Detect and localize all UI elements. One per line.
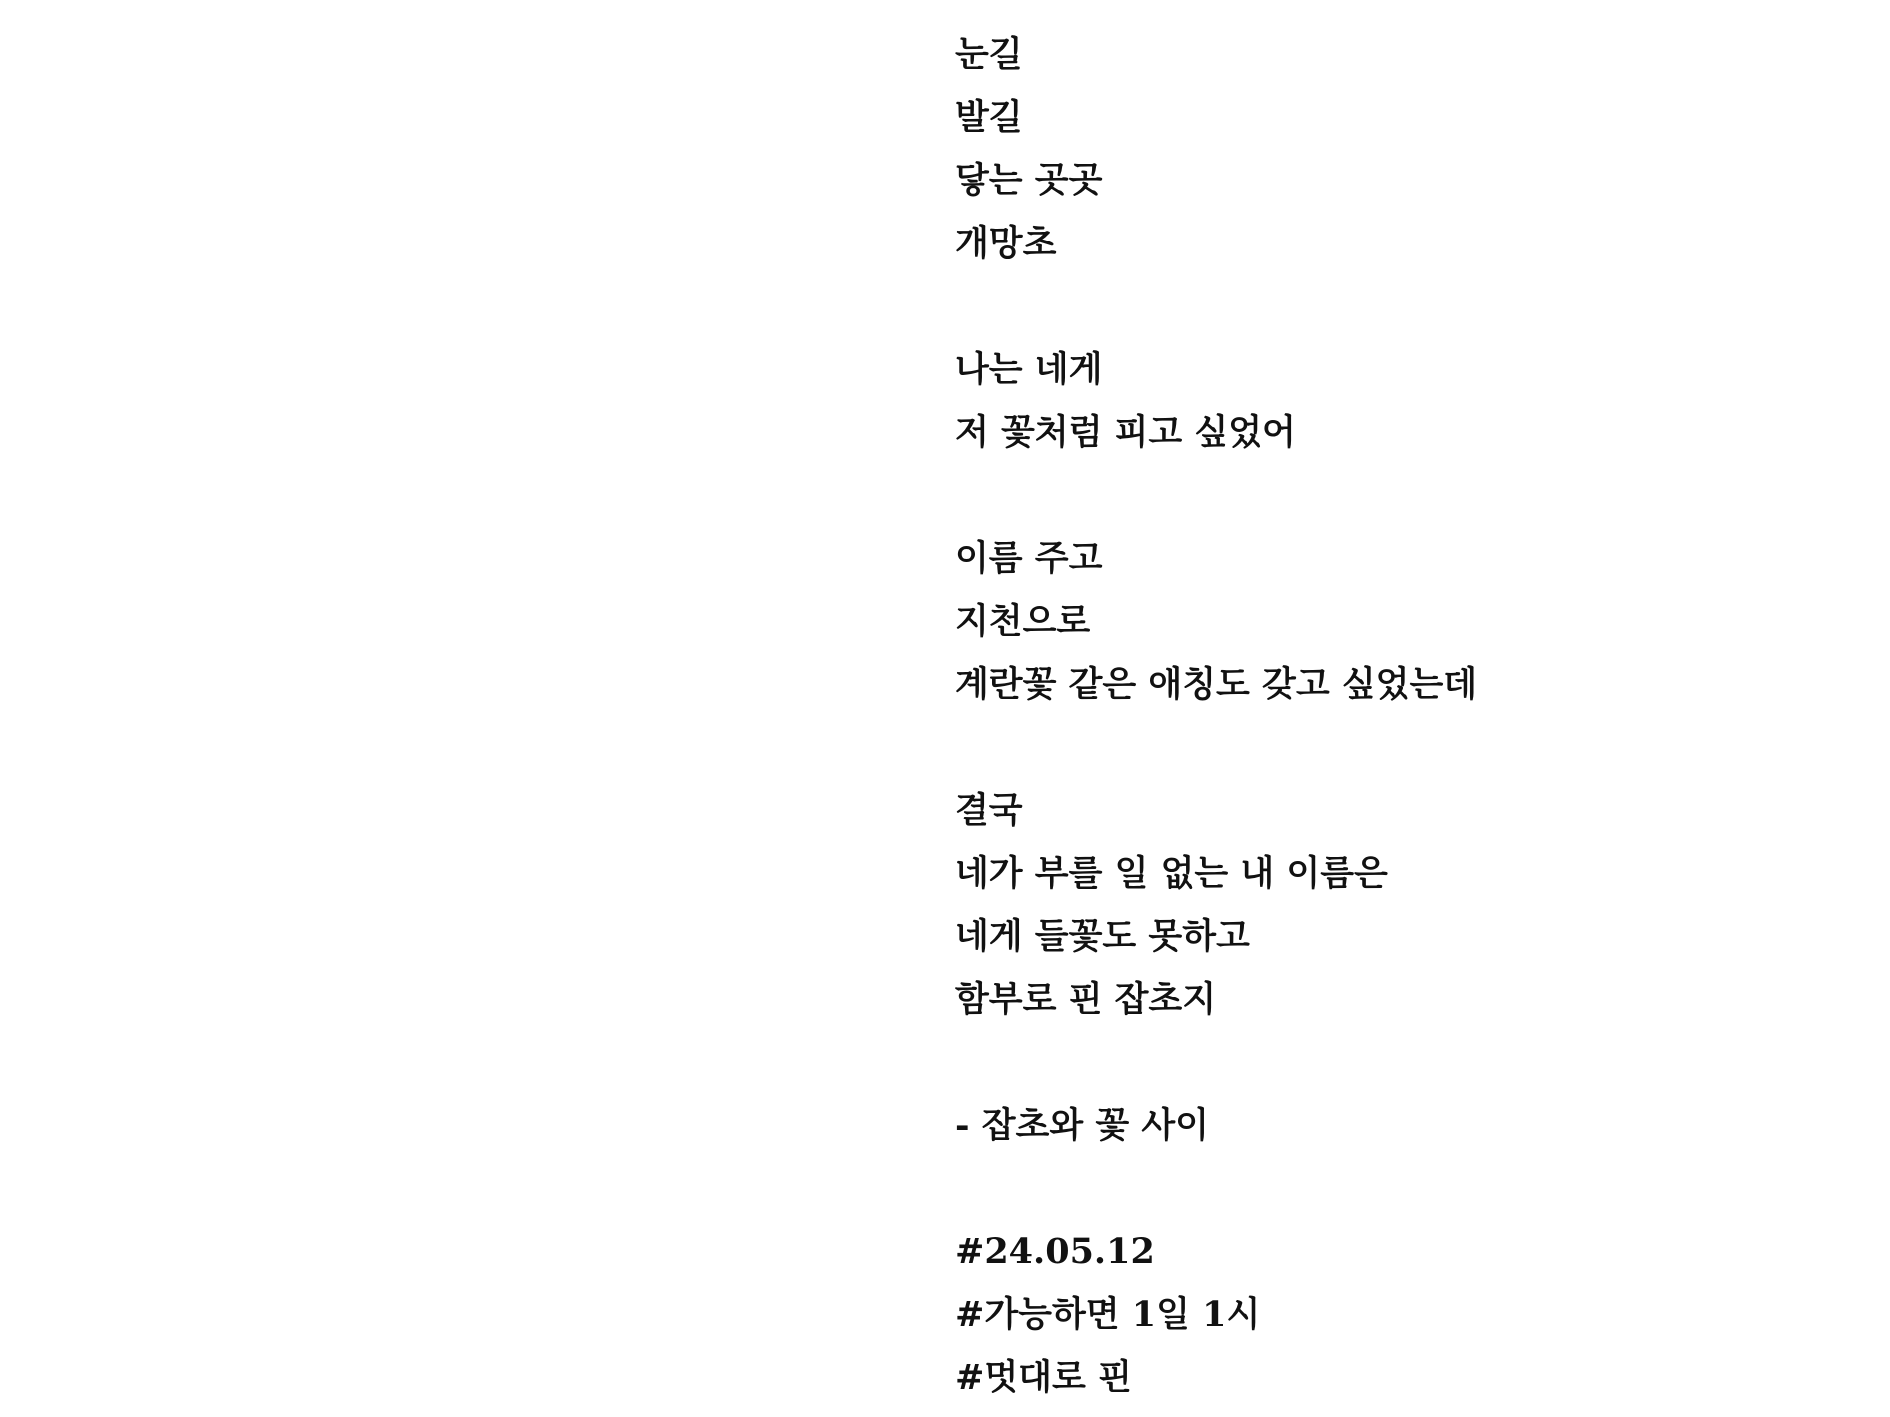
poem-line: 발길: [955, 97, 1023, 138]
hashtag-date: #24.05.12: [955, 1231, 1155, 1272]
stanza-gap: [955, 1164, 1477, 1227]
stanza-gap: [955, 471, 1477, 534]
poem-line: 네가 부를 일 없는 내 이름은: [955, 853, 1388, 894]
poem-text: [955, 30, 1477, 1416]
poem-line: 저 꽃처럼 피고 싶었어: [955, 412, 1296, 453]
poem-line: 닿는 곳곳: [955, 160, 1103, 201]
poem-title: [955, 1101, 1477, 1164]
stanza-gap: [955, 282, 1477, 345]
stanza-gap: [955, 723, 1477, 786]
poem-line: 이름 주고: [955, 538, 1103, 579]
stanza-3: [955, 534, 1477, 723]
poem-line: 개망초: [955, 223, 1057, 264]
hashtag: #가능하면 1일 1시: [955, 1294, 1261, 1335]
poem-line: 나는 네게: [955, 349, 1103, 390]
stanza-4: [955, 786, 1477, 1038]
hashtags: [955, 1227, 1477, 1416]
stanza-2: [955, 345, 1477, 471]
poem-line: 결국: [955, 790, 1023, 831]
stanza-1: [955, 30, 1477, 282]
poem-line: 계란꽃 같은 애칭도 갖고 싶었는데: [955, 664, 1478, 705]
poem-line: 함부로 핀 잡초지: [955, 979, 1217, 1020]
hashtag: #멋대로 핀: [955, 1357, 1132, 1398]
poem-title-line: - 잡초와 꽃 사이: [955, 1105, 1209, 1146]
poem-line: 눈길: [955, 34, 1023, 75]
poem-line: 네게 들꽃도 못하고: [955, 916, 1250, 957]
stanza-gap: [955, 1038, 1477, 1101]
poem-line: 지천으로: [955, 601, 1091, 642]
